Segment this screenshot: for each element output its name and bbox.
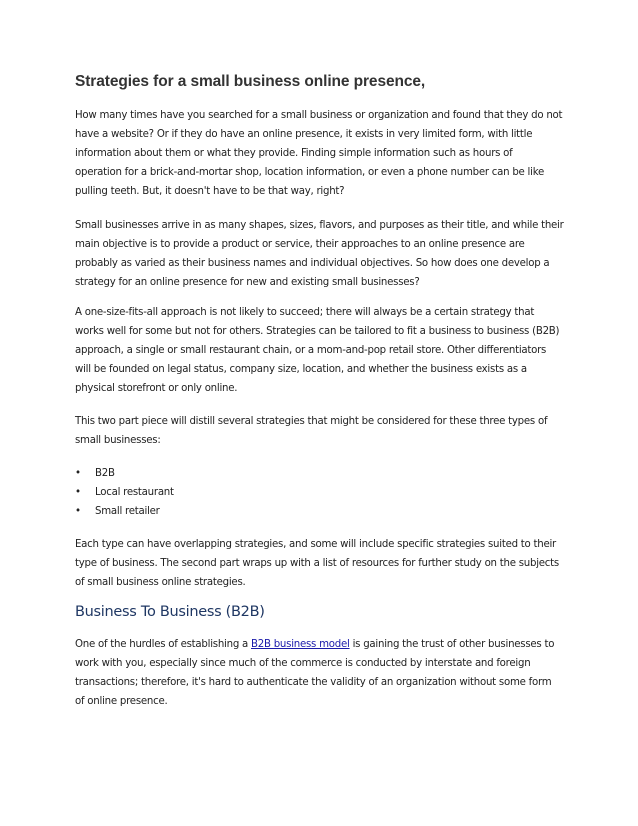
text-line: small businesses: <box>75 435 161 446</box>
text-line: have a website? Or if they do have an online presence, it exists in very limited form, with little <box>75 129 533 140</box>
list-item <box>75 464 174 483</box>
text-line: pulling teeth. But, it doesn't have to be that way, right? <box>75 186 345 197</box>
paragraph-3 <box>75 303 575 398</box>
text-line: works well for some but not for others. Strategies can be tailored to fit a business to business (B2B) <box>75 326 560 337</box>
text-line: probably as varied as their business names and individual objectives. So how does one develop a <box>75 258 550 269</box>
text-line: operation for a brick-and-mortar shop, location information, or even a phone number can be like <box>75 167 545 178</box>
text-line <box>75 635 575 654</box>
text-line: approach, a single or small restaurant chain, or a mom-and-pop retail store. Other differentiators <box>75 345 547 356</box>
text-line: physical storefront or only online. <box>75 383 238 394</box>
list-item-label: Small retailer <box>95 506 160 517</box>
bullet-icon: • <box>75 487 81 498</box>
text-line: strategy for an online presence for new and existing small businesses? <box>75 277 420 288</box>
text-line: type of business. The second part wraps up with a list of resources for further study on the subjects <box>75 558 559 569</box>
text-line: How many times have you searched for a small business or organization and found that they do not <box>75 110 563 121</box>
text-line: A one-size-fits-all approach is not likely to succeed; there will always be a certain strategy that <box>75 307 535 318</box>
paragraph-2 <box>75 216 575 292</box>
business-type-list <box>75 464 174 521</box>
text-line: main objective is to provide a product or service, their approaches to an online presence are <box>75 239 525 250</box>
text-line: of small business online strategies. <box>75 577 246 588</box>
b2b-business-model-link[interactable]: B2B business model <box>251 639 350 650</box>
section-heading: Business To Business (B2B) <box>75 604 265 620</box>
text-line: will be founded on legal status, company size, location, and whether the business exists as a <box>75 364 527 375</box>
document-title: Strategies for a small business online presence, <box>75 73 426 90</box>
text-line: of online presence. <box>75 696 168 707</box>
bullet-icon: • <box>75 506 81 517</box>
text-line: This two part piece will distill several strategies that might be considered for these three types of <box>75 416 548 427</box>
bullet-icon: • <box>75 468 81 479</box>
text-line: transactions; therefore, it's hard to authenticate the validity of an organization without some form <box>75 677 552 688</box>
text-line: Small businesses arrive in as many shapes, sizes, flavors, and purposes as their title, and while their <box>75 220 564 231</box>
text-line: information about them or what they provide. Finding simple information such as hours of <box>75 148 513 159</box>
text-line: work with you, especially since much of the commerce is conducted by interstate and foreign <box>75 658 531 669</box>
list-item <box>75 483 174 502</box>
paragraph-5 <box>75 535 575 592</box>
text-segment: One of the hurdles of establishing a <box>75 639 252 650</box>
list-item-label: B2B <box>95 468 115 479</box>
list-item <box>75 502 174 521</box>
text-line: Each type can have overlapping strategies, and some will include specific strategies suited to their <box>75 539 556 550</box>
text-segment: is gaining the trust of other businesses to <box>349 639 555 650</box>
list-item-label: Local restaurant <box>95 487 174 498</box>
paragraph-6 <box>75 635 575 711</box>
paragraph-4 <box>75 412 575 450</box>
intro-paragraph <box>75 106 575 201</box>
